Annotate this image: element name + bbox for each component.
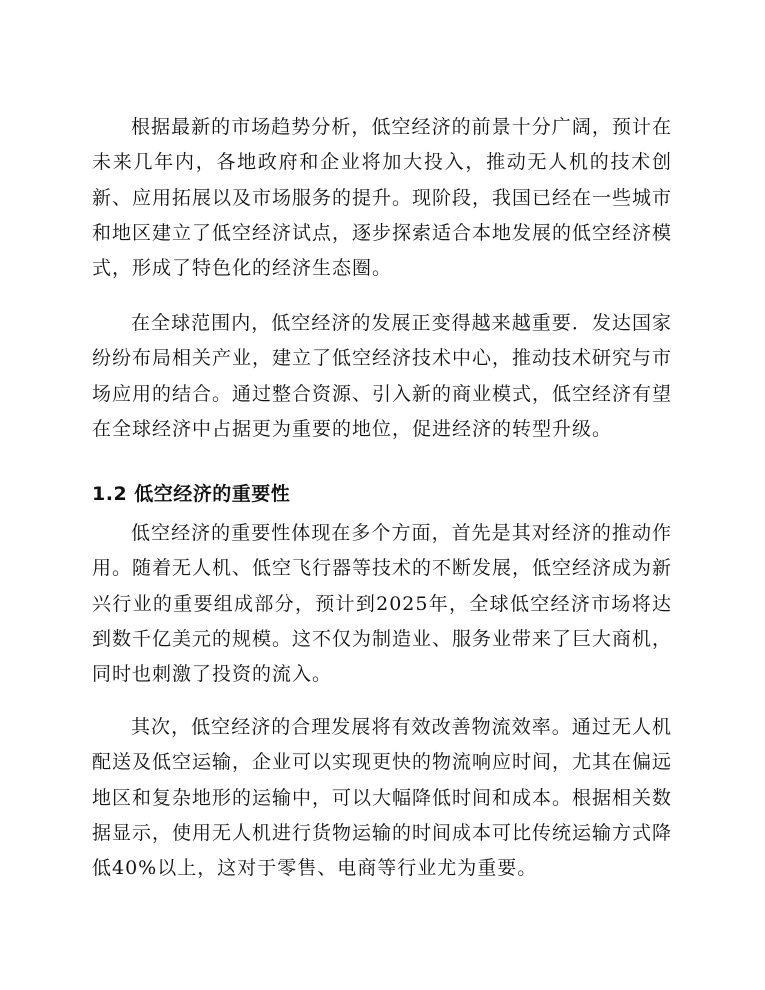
paragraph-global-development: 在全球范围内，低空经济的发展正变得越来越重要．发达国家纷纷布局相关产业，建立了低空经济技术中心，推动技术研究与市场应用的结合。通过整合资源、引入新的商业模式，低空经济有望在全球经济中占据更为重要的地位，促进经济的转型升级。 <box>92 312 673 440</box>
section-heading: 1.2 低空经济的重要性 <box>92 483 291 505</box>
paragraph-economic-impact: 低空经济的重要性体现在多个方面，首先是其对经济的推动作用。随着无人机、低空飞行器等技术的不断发展，低空经济成为新兴行业的重要组成部分，预计到2025年，全球低空经济市场将达到数千亿美元的规模。这不仅为制造业、服务业带来了巨大商机，同时也刺激了投资的流入。 <box>92 522 673 686</box>
paragraph-market-outlook: 根据最新的市场趋势分析，低空经济的前景十分广阔，预计在未来几年内，各地政府和企业将加大投入，推动无人机的技术创新、应用拓展以及市场服务的提升。现阶段，我国已经在一些城市和地区建立了低空经济试点，逐步探索适合本地发展的低空经济模式，形成了特色化的经济生态圈。 <box>92 116 673 280</box>
paragraph-logistics-efficiency: 其次，低空经济的合理发展将有效改善物流效率。通过无人机配送及低空运输，企业可以实现更快的物流响应时间，尤其在偏远地区和复杂地形的运输中，可以大幅降低时间和成本。根据相关数据显示，使用无人机进行货物运输的时间成本可比传统运输方式降低40%以上，这对于零售、电商等行业尤为重要。 <box>92 716 673 880</box>
